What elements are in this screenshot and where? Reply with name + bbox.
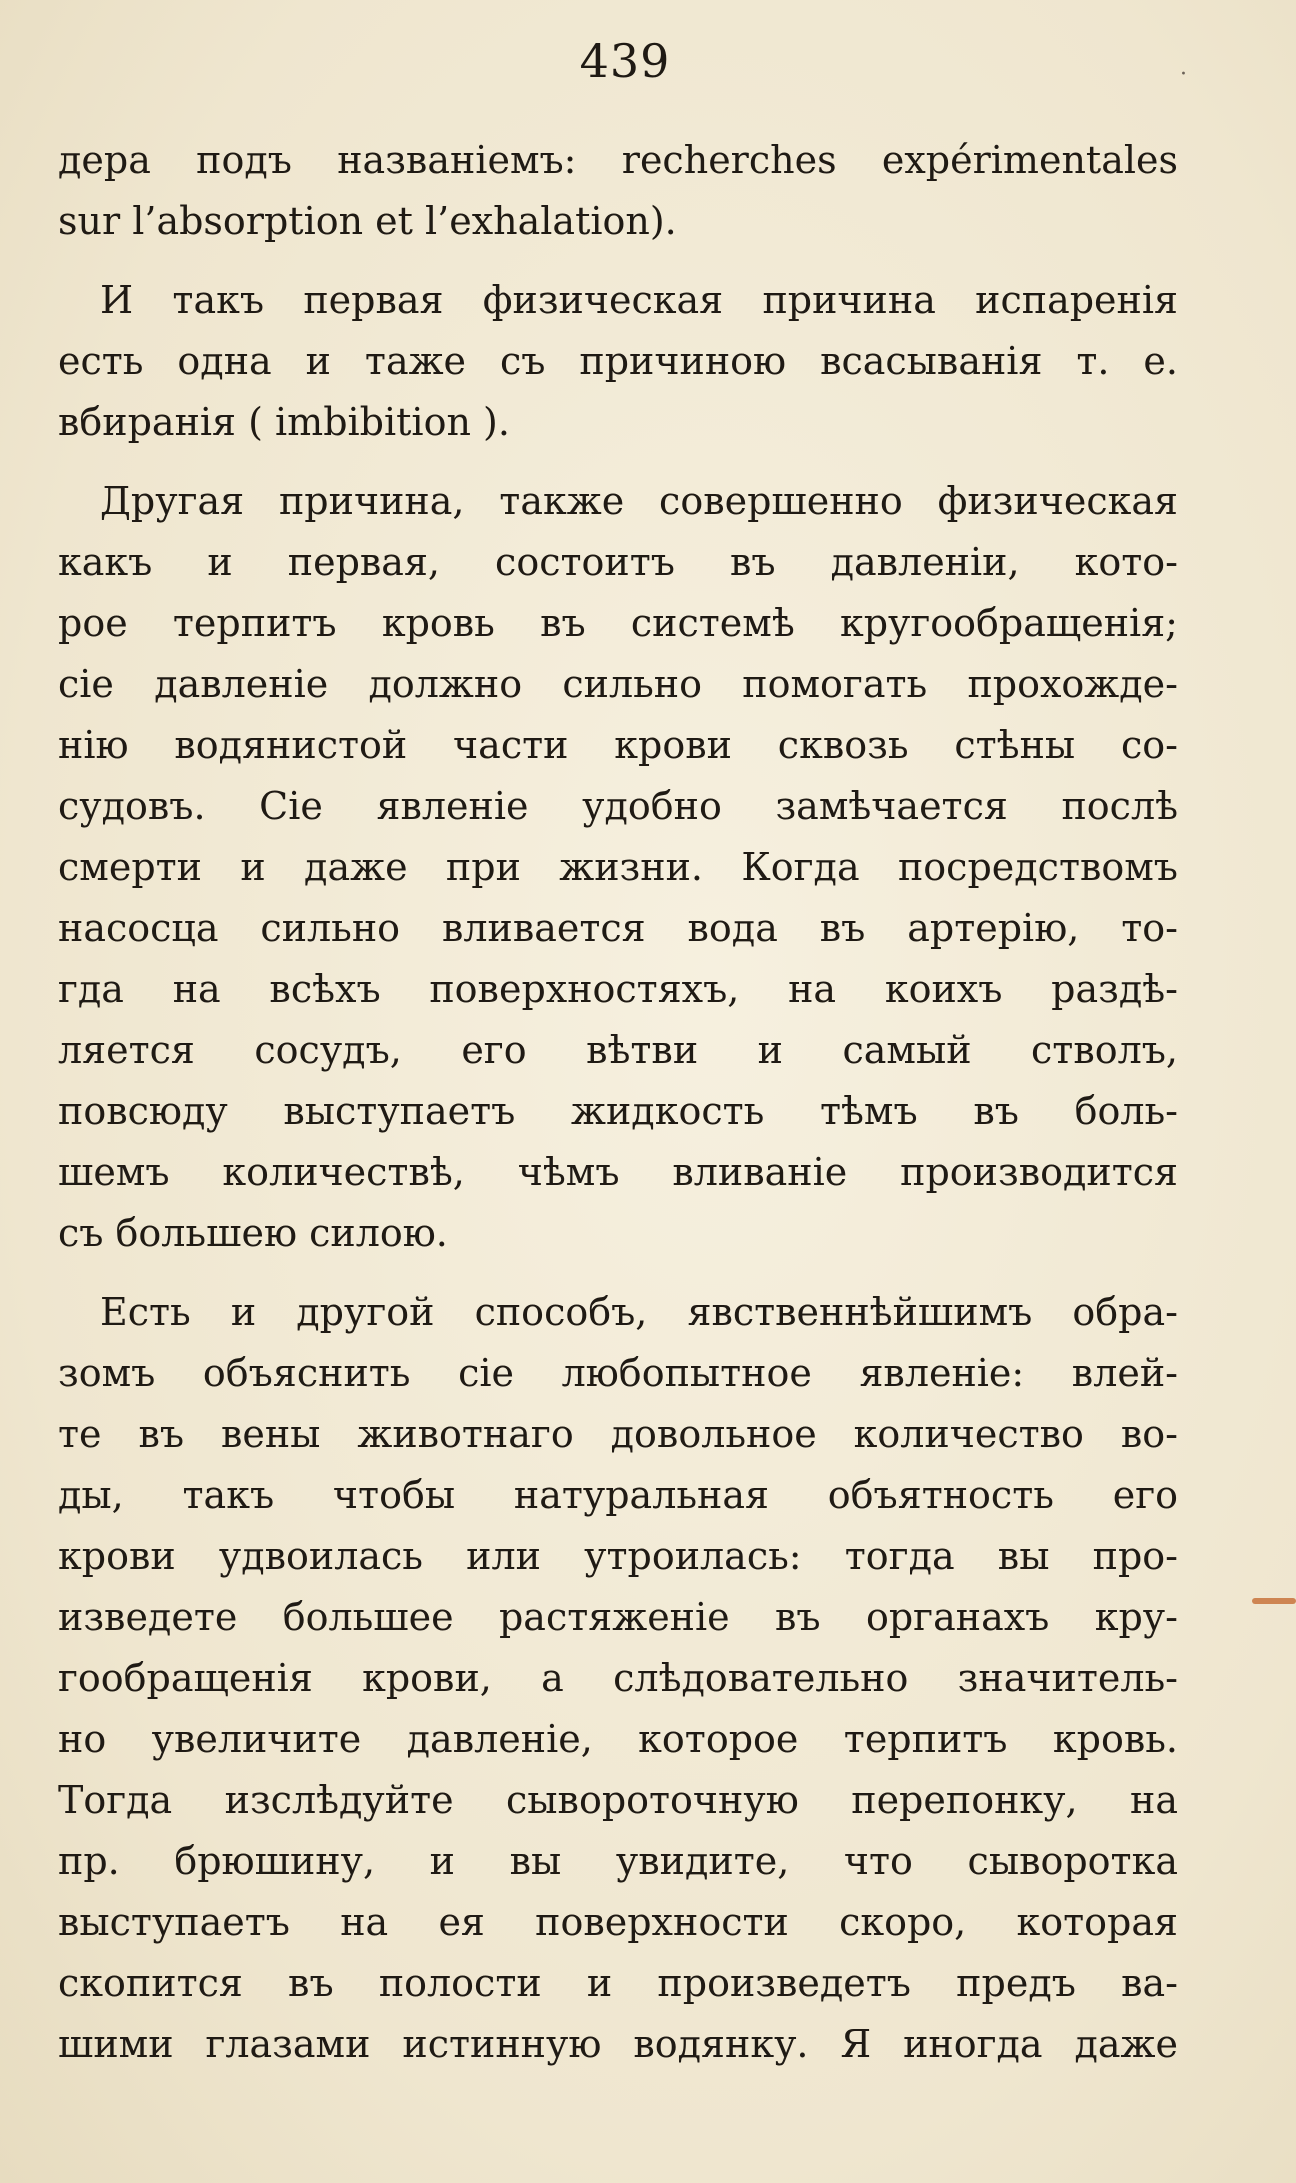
text-line: нію водянистой части крови сквозь стѣны со- [58,723,1178,767]
text-line: но увеличите давленіе, которое терпитъ кровь. [58,1717,1178,1761]
text-line: изведете большее растяженіе въ органахъ кру- [58,1595,1178,1639]
text-line: крови удвоилась или утроилась: тогда вы про- [58,1534,1178,1578]
paragraph [58,270,1178,453]
text-line: вбиранія ( imbibition ). [58,400,510,444]
text-line: сіе давленіе должно сильно помогать прохожде- [58,662,1178,706]
text-line: ды, такъ чтобы натуральная объятность его [58,1473,1178,1517]
text-line: Другая причина, также совершенно физическая [100,479,1178,523]
text-line: гда на всѣхъ поверхностяхъ, на коихъ раздѣ- [58,967,1178,1011]
text-line: шемъ количествѣ, чѣмъ вливаніе производится [58,1150,1178,1194]
text-line: зомъ объяснить сіе любопытное явленіе: влей- [58,1351,1178,1395]
text-line: есть одна и таже съ причиною всасыванія т. е. [58,339,1178,383]
text-line: ляется сосудъ, его вѣтви и самый стволъ, [58,1028,1178,1072]
paragraph [58,1282,1178,2075]
text-line: Есть и другой способъ, явственнѣйшимъ обра- [100,1290,1178,1334]
text-line: судовъ. Сіе явленіе удобно замѣчается послѣ [58,784,1178,828]
text-line: повсюду выступаетъ жидкость тѣмъ въ боль- [58,1089,1178,1133]
text-line: те въ вены животнаго довольное количество во- [58,1412,1178,1456]
text-line: Тогда изслѣдуйте сывороточную перепонку, на [58,1778,1178,1822]
text-line: насосца сильно вливается вода въ артерію, то- [58,906,1178,950]
paragraph [58,130,1178,252]
text-line: какъ и первая, состоитъ въ давленіи, кото- [58,540,1178,584]
margin-bookmark-mark [1252,1598,1296,1604]
text-line: скопится въ полости и произведетъ предъ ва- [58,1961,1178,2005]
text-line: sur l’absorption et l’exhalation). [58,199,677,243]
text-line: рое терпитъ кровь въ системѣ кругообращенія; [58,601,1178,645]
text-line: шими глазами истинную водянку. Я иногда даже [58,2022,1178,2066]
text-body [58,130,1178,2075]
corner-mark: · [1180,62,1187,87]
text-line: дера подъ названіемъ: recherches expérimentales [58,138,1178,182]
text-line: И такъ первая физическая причина испаренія [100,278,1178,322]
page-number: 439 [579,34,671,88]
text-line: гообращенія крови, а слѣдовательно значитель- [58,1656,1178,1700]
text-line: выступаетъ на ея поверхности скоро, которая [58,1900,1178,1944]
text-line: съ большею силою. [58,1211,448,1255]
text-line: смерти и даже при жизни. Когда посредствомъ [58,845,1178,889]
paragraph [58,471,1178,1264]
text-line: пр. брюшину, и вы увидите, что сыворотка [58,1839,1178,1883]
